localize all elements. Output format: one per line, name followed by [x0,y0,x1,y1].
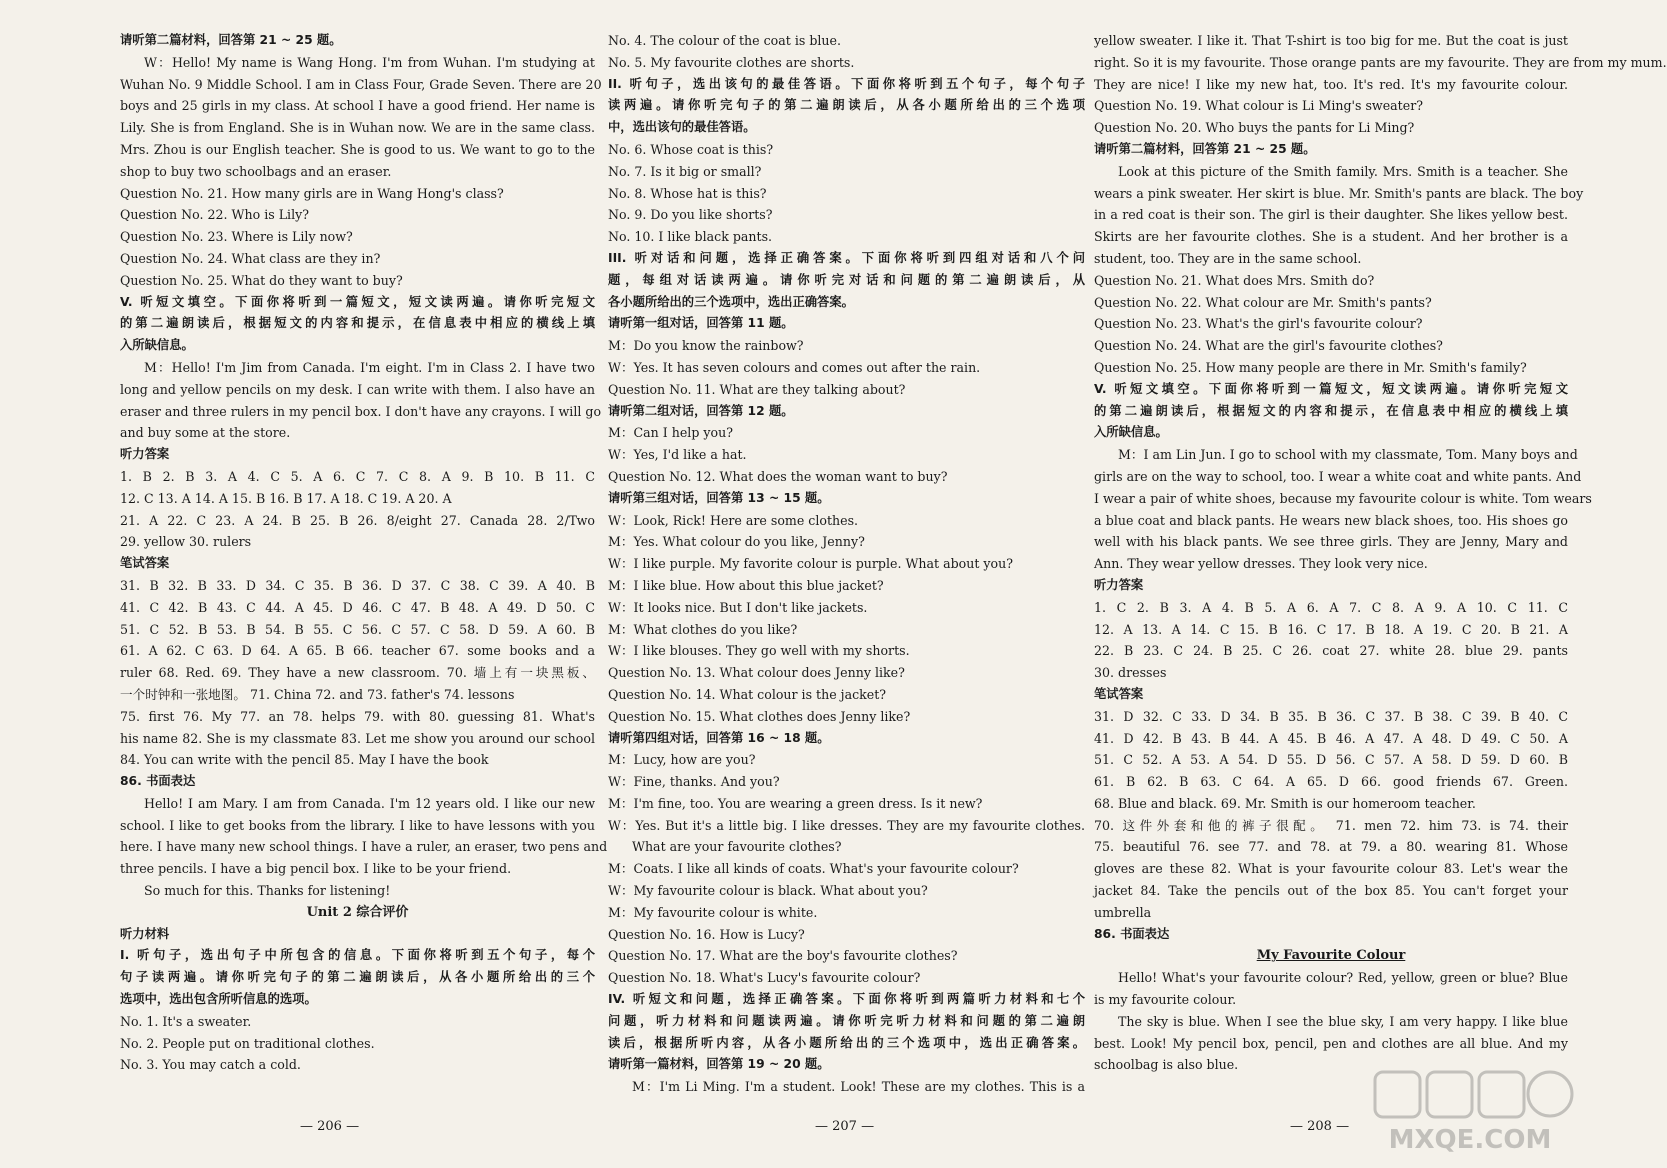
col1-text-line: 听力答案 [120,447,170,462]
col1-text-line: Mrs. Zhou is our English teacher. She is good to us. We want to go to the [120,141,595,157]
col1-text-line: Question No. 24. What class are they in? [120,250,381,266]
col2-text-line: W：I like blouses. They go well with my shorts. [608,643,910,659]
col3-text-line: 70. 这件外套和他的裤子很配。 71. men 72. him 73. is 74. their [1094,817,1568,833]
col2-text-line: W：Fine, thanks. And you? [608,774,780,790]
col3-text-line: Hello! What's your favourite colour? Red, yellow, green or blue? Blue [1118,970,1568,986]
col1-text-line: No. 3. You may catch a cold. [120,1057,301,1073]
col3-text-line: 31. D 32. C 33. D 34. B 35. B 36. C 37. B 38. C 39. B 40. C [1094,708,1568,724]
col1-text-line: eraser and three rulers in my pencil box. I don't have any crayons. I will go [120,403,602,419]
col1-text-line: 29. yellow 30. rulers [120,534,252,550]
col1-text-line: school. I like to get books from the library. I like to have lessons with you [120,817,595,833]
col3-text-line: 笔试答案 [1094,686,1144,701]
col1-text-line: No. 2. People put on traditional clothes. [120,1035,375,1051]
col1-text-line: his name 82. She is my classmate 83. Let me show you around our school [120,730,595,746]
col2-text-line: W：I like purple. My favorite colour is purple. What about you? [608,556,1013,572]
col1-text-line: boys and 25 girls in my class. At school I have a good friend. Her name is [120,98,595,114]
col1-text-line: Unit 2 综合评价 [306,904,409,920]
col3-text-line: Question No. 23. What's the girl's favourite colour? [1094,316,1423,332]
col2-text-line: 读后，根据所听内容，从各小题所给出的三个选项中，选出正确答案。 [608,1035,1085,1050]
col2-text-line: M：Yes. What colour do you like, Jenny? [608,534,865,550]
col2-text-line: Question No. 14. What colour is the jacket? [608,686,887,702]
col1-text-line: W：Hello! My name is Wang Hong. I'm from Wuhan. I'm studying at [144,54,595,70]
col2-text-line: No. 7. Is it big or small? [608,163,762,179]
col2-text-line: No. 10. I like black pants. [608,229,773,245]
col3-text-line: well with his black pants. We see three girls. They are Jenny, Mary and [1094,534,1568,550]
col3-text-line: umbrella [1094,904,1152,920]
col3-text-line: My Favourite Colour [1256,948,1406,964]
col2-text-line: M：Lucy, how are you? [608,752,756,768]
col1-text-line: 41. C 42. B 43. C 44. A 45. D 46. C 47. B 48. A 49. D 50. C [120,599,595,615]
col1-text-line: Question No. 23. Where is Lily now? [120,229,353,245]
watermark-logo [1365,1066,1580,1156]
col1-text-line: 请听第二篇材料，回答第 21 ~ 25 题。 [120,33,342,47]
col3-text-line: Question No. 21. What does Mrs. Smith do? [1094,272,1375,288]
watermark-text: MXQE.COM [1388,1125,1552,1155]
col2-text-line: 请听第四组对话，回答第 16 ~ 18 题。 [608,730,830,745]
col2-text-line: 中，选出该句的最佳答语。 [608,120,756,135]
col1-text-line: Lily. She is from England. She is in Wuhan now. We are in the same class. [120,120,595,136]
col1-text-line: 51. C 52. B 53. B 54. B 55. C 56. C 57. C 58. D 59. A 60. B [120,621,595,637]
watermark-logo-icon [1365,1066,1580,1156]
col2-text-line: II. 听句子，选出该句的最佳答语。下面你将听到五个句子，每个句子 [608,76,1085,91]
col3-text-line: best. Look! My pencil box, pencil, pen and clothes are all blue. And my [1094,1035,1568,1051]
col1-text-line: Question No. 22. Who is Lily? [120,207,309,223]
page-number-208: — 208 — [1290,1119,1350,1134]
col2-text-line: Question No. 15. What clothes does Jenny like? [608,708,911,724]
col2-text-line: Question No. 13. What colour does Jenny like? [608,665,905,681]
col3-text-line: Question No. 22. What colour are Mr. Smith's pants? [1094,294,1432,310]
col2-text-line: Question No. 11. What are they talking about? [608,381,906,397]
col2-text-line: W：Yes. It has seven colours and comes out after the rain. [608,359,981,375]
col2-text-line: M：I'm Li Ming. I'm a student. Look! These are my clothes. This is a [632,1079,1085,1095]
col1-text-line: 86. 书面表达 [120,774,196,789]
col3-text-line: M：I am Lin Jun. I go to school with my classmate, Tom. Many boys and [1118,447,1578,463]
col3-text-line: Question No. 19. What colour is Li Ming's sweater? [1094,98,1423,114]
col2-text-line: W：Look, Rick! Here are some clothes. [608,512,859,528]
col1-text-line: 选项中，选出包含所听信息的选项。 [120,992,317,1007]
col3-text-line: Skirts are her favourite clothes. She is a student. And her brother is a [1094,229,1568,245]
col2-text-line: M：Do you know the rainbow? [608,338,804,354]
col3-text-line: Ann. They wear yellow dresses. They look very nice. [1094,556,1428,572]
col3-text-line: girls are on the way to school, too. I wear a white coat and white pants. And [1094,468,1582,484]
col3-text-line: 入所缺信息。 [1094,425,1168,440]
col1-text-line: 84. You can write with the pencil 85. May I have the book [120,752,489,768]
col2-text-line: W：Yes. But it's a little big. I like dresses. They are my favourite clothes. [608,817,1085,833]
col1-text-line: three pencils. I have a big pencil box. I like to be your friend. [120,861,512,877]
col1-text-line: Question No. 25. What do they want to buy? [120,272,403,288]
col3-text-line: student, too. They are in the same school. [1094,250,1362,266]
col2-text-line: 请听第一篇材料，回答第 19 ~ 20 题。 [608,1057,830,1072]
col2-text-line: IV. 听短文和问题，选择正确答案。下面你将听到两篇听力材料和七个 [608,992,1085,1007]
col1-text-line: 75. first 76. My 77. an 78. helps 79. with 80. guessing 81. What's [120,708,595,724]
col3-text-line: Question No. 24. What are the girl's favourite clothes? [1094,338,1443,354]
col3-text-line: wears a pink sweater. Her skirt is blue. Mr. Smith's pants are black. The boy [1094,185,1584,201]
col1-text-line: V. 听短文填空。下面你将听到一篇短文，短文读两遍。请你听完短文 [120,294,595,309]
col2-text-line: What are your favourite clothes? [632,839,842,855]
col1-text-line: No. 1. It's a sweater. [120,1013,252,1029]
col2-text-line: W：My favourite colour is black. What about you? [608,883,928,899]
col2-text-line: No. 5. My favourite clothes are shorts. [608,54,855,70]
col2-text-line: M：Coats. I like all kinds of coats. What's your favourite colour? [608,861,1019,877]
col1-text-line: 1. B 2. B 3. A 4. C 5. A 6. C 7. C 8. A 9. B 10. B 11. C [120,468,595,484]
col1-text-line: 入所缺信息。 [120,338,194,353]
col1-text-line: 一个时钟和一张地图。 71. China 72. and 73. father's 74. lessons [120,686,515,702]
col1-text-line: here. I have many new school things. I have a ruler, an eraser, two pens and [120,839,608,855]
col1-text-line: shop to buy two schoolbags and an eraser. [120,163,392,179]
col3-text-line: 75. beautiful 76. see 77. and 78. at 79. a 80. wearing 81. Whose [1094,839,1568,855]
col1-text-line: 61. A 62. C 63. D 64. A 65. B 66. teacher 67. some books and a [120,643,595,659]
col3-text-line: 68. Blue and black. 69. Mr. Smith is our homeroom teacher. [1094,795,1476,811]
page-208-column [1094,0,1667,1168]
col3-text-line: 86. 书面表达 [1094,926,1170,941]
col3-text-line: yellow sweater. I like it. That T-shirt is too big for me. But the coat is just [1094,33,1568,48]
col3-text-line: Question No. 25. How many people are there in Mr. Smith's family? [1094,359,1527,375]
page-number-207: — 207 — [815,1119,875,1134]
col3-text-line: 61. B 62. B 63. C 64. A 65. D 66. good friends 67. Green. [1094,774,1568,790]
col3-text-line: Look at this picture of the Smith family. Mrs. Smith is a teacher. She [1118,163,1568,179]
col3-text-line: 41. D 42. B 43. B 44. A 45. B 46. A 47. A 48. D 49. C 50. A [1094,730,1568,746]
col3-text-line: The sky is blue. When I see the blue sky, I am very happy. I like blue [1118,1013,1568,1029]
col2-text-line: No. 4. The colour of the coat is blue. [608,33,841,48]
col2-text-line: Question No. 12. What does the woman want to buy? [608,468,948,484]
col1-text-line: 的第二遍朗读后，根据短文的内容和提示，在信息表中相应的横线上填 [120,316,595,331]
col1-text-line: So much for this. Thanks for listening! [144,883,391,899]
col3-text-line: 的第二遍朗读后，根据短文的内容和提示，在信息表中相应的横线上填 [1094,403,1568,418]
col3-text-line: 12. A 13. A 14. C 15. B 16. C 17. B 18. A 19. C 20. B 21. A [1094,621,1568,637]
col1-text-line: and buy some at the store. [120,425,291,441]
col2-text-line: III. 听对话和问题，选择正确答案。下面你将听到四组对话和八个问 [608,250,1085,265]
col2-text-line: W：Yes, I'd like a hat. [608,447,747,463]
col3-text-line: is my favourite colour. [1094,992,1237,1008]
col3-text-line: in a red coat is their son. The girl is their daughter. She likes yellow best. [1094,207,1568,223]
col3-text-line: a blue coat and black pants. He wears new black shoes, too. His shoes go [1094,512,1568,528]
col1-text-line: ruler 68. Red. 69. They have a new classroom. 70. 墙上有一块黑板、 [120,665,595,681]
col1-text-line: 句子读两遍。请你听完句子的第二遍朗读后，从各小题所给出的三个 [120,970,595,985]
col1-text-line: I. 听句子，选出句子中所包含的信息。下面你将听到五个句子，每个 [120,948,595,963]
page-number-206: — 206 — [300,1119,360,1134]
col1-text-line: long and yellow pencils on my desk. I can write with them. I also have an [120,381,595,397]
col2-text-line: Question No. 18. What's Lucy's favourite colour? [608,970,921,986]
col1-text-line: M：Hello! I'm Jim from Canada. I'm eight. I'm in Class 2. I have two [144,359,595,375]
col3-text-line: right. So it is my favourite. Those orange pants are my favourite. They are from my mum. [1094,54,1667,70]
col2-text-line: 各小题所给出的三个选项中，选出正确答案。 [608,294,854,309]
col3-text-line: schoolbag is also blue. [1094,1057,1239,1073]
col1-text-line: 31. B 32. B 33. D 34. C 35. B 36. D 37. C 38. C 39. A 40. B [120,577,595,593]
col2-text-line: 题，每组对话读两遍。请你听完对话和问题的第二遍朗读后，从 [608,272,1085,287]
col3-text-line: 听力答案 [1094,577,1144,592]
col2-text-line: M：I like blue. How about this blue jacket? [608,577,884,593]
col2-text-line: W：It looks nice. But I don't like jackets. [608,599,868,615]
col1-text-line: 笔试答案 [120,556,170,571]
col2-text-line: 请听第二组对话，回答第 12 题。 [608,403,794,418]
col1-text-line: Question No. 21. How many girls are in Wang Hong's class? [120,185,504,201]
col1-text-line: Hello! I am Mary. I am from Canada. I'm 12 years old. I like our new [144,795,595,811]
col3-text-line: 请听第二篇材料，回答第 21 ~ 25 题。 [1094,141,1316,156]
col2-text-line: M：Can I help you? [608,425,733,441]
col2-text-line: 请听第一组对话，回答第 11 题。 [608,316,794,331]
col1-text-line: 12. C 13. A 14. A 15. B 16. B 17. A 18. C 19. A 20. A [120,490,452,506]
col2-text-line: No. 6. Whose coat is this? [608,141,774,157]
col2-text-line: 请听第三组对话，回答第 13 ~ 15 题。 [608,490,830,505]
col1-text-line: Wuhan No. 9 Middle School. I am in Class Four, Grade Seven. There are 20 [120,76,602,92]
page-206-column [120,0,608,1168]
col2-text-line: No. 9. Do you like shorts? [608,207,773,223]
col2-text-line: M：I'm fine, too. You are wearing a green dress. Is it new? [608,795,983,811]
col3-text-line: 30. dresses [1094,665,1167,681]
col3-text-line: 51. C 52. A 53. A 54. D 55. D 56. C 57. A 58. D 59. D 60. B [1094,752,1568,768]
col1-text-line: 听力材料 [120,926,170,941]
col3-text-line: Question No. 20. Who buys the pants for Li Ming? [1094,120,1415,136]
col2-text-line: Question No. 17. What are the boy's favourite clothes? [608,948,958,964]
col3-text-line: They are nice! I like my new hat, too. It's red. It's my favourite colour. [1094,76,1568,92]
col1-text-line: 21. A 22. C 23. A 24. B 25. B 26. 8/eight 27. Canada 28. 2/Two [120,512,595,528]
col2-text-line: No. 8. Whose hat is this? [608,185,767,201]
col2-text-line: 读两遍。请你听完句子的第二遍朗读后，从各小题所给出的三个选项 [608,98,1085,113]
col2-text-line: 问题，听力材料和问题读两遍。请你听完听力材料和问题的第二遍朗 [608,1013,1085,1028]
col2-text-line: Question No. 16. How is Lucy? [608,926,805,942]
col3-text-line: 1. C 2. B 3. A 4. B 5. A 6. A 7. C 8. A 9. A 10. C 11. C [1094,599,1568,615]
col2-text-line: M：My favourite colour is white. [608,904,818,920]
col2-text-line: M：What clothes do you like? [608,621,798,637]
col3-text-line: I wear a pair of white shoes, because my favourite colour is white. Tom wears [1094,490,1592,506]
col3-text-line: gloves are these 82. What is your favourite colour 83. Let's wear the [1094,861,1568,877]
page-207-column [608,0,1085,1168]
col3-text-line: V. 听短文填空。下面你将听到一篇短文，短文读两遍。请你听完短文 [1094,381,1568,396]
col3-text-line: jacket 84. Take the pencils out of the box 85. You can't forget your [1094,883,1568,899]
col3-text-line: 22. B 23. C 24. B 25. C 26. coat 27. white 28. blue 29. pants [1094,643,1568,659]
